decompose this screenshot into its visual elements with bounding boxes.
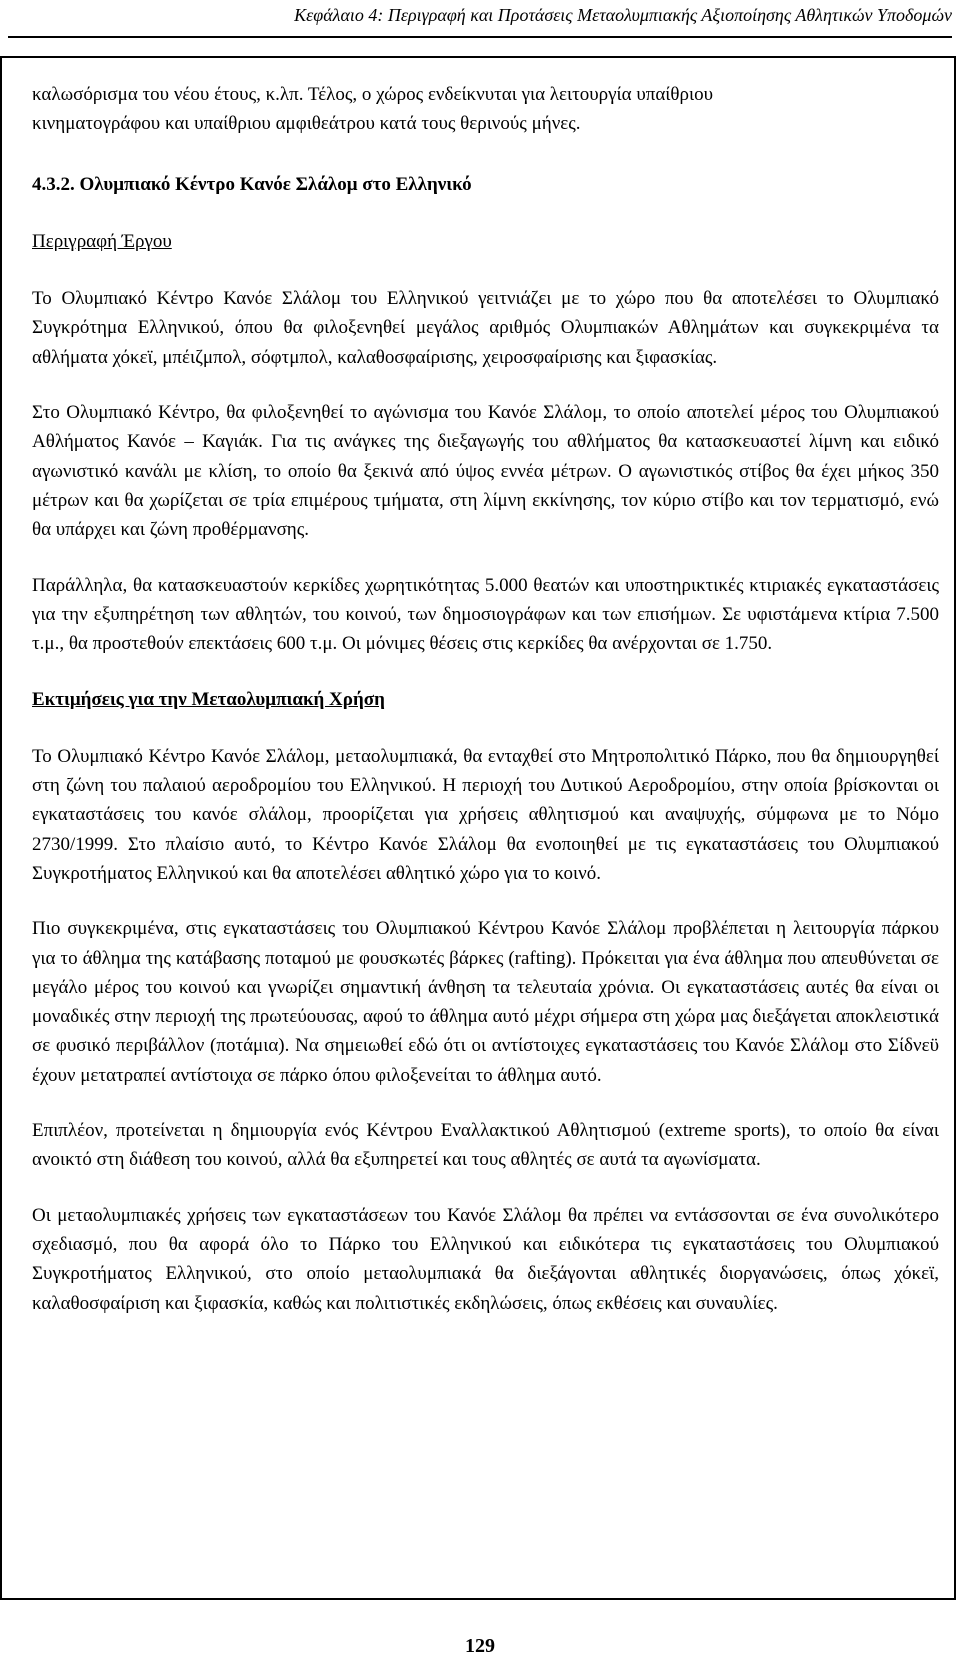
continuation-line: κινηματογράφου και υπαίθριου αμφιθεάτρου κατά τους θερινούς μήνες.	[32, 113, 581, 135]
paragraph: Παράλληλα, θα κατασκευαστούν κερκίδες χωρητικότητας 5.000 θεατών και υποστηρικτικές κτιριακές εγκαταστάσεις για την εξυπηρέτηση των αθλητών, του κοινού, των δημοσιογράφων και των επισήμων. Σε υφιστάμενα κτίρια 7.500 τ.μ., θα προστεθούν επεκτάσεις 600 τ.μ. Οι μόνιμες θέσεις στις κερκίδες θα ανέρχονται σε 1.750.	[32, 574, 939, 655]
section-heading: 4.3.2. Ολυμπιακό Κέντρο Κανόε Σλάλομ στο Ελληνικό	[32, 173, 472, 195]
page-number: 129	[465, 1635, 495, 1657]
paragraph: Το Ολυμπιακό Κέντρο Κανόε Σλάλομ του Ελληνικού γειτνιάζει με το χώρο που θα αποτελέσει το Ολυμπιακό Συγκρότημα Ελληνικού, όπου θα φιλοξενηθεί μεγάλος αριθμός Ολυμπιακών Αθλημάτων και συγκεκριμένα τα αθλήματα χόκεϊ, μπέιζμπολ, σόφτμπολ, καλαθοσφαίρισης, χειροσφαίρισης και ξιφασκίας.	[32, 288, 939, 368]
paragraph: Οι μεταολυμπιακές χρήσεις των εγκαταστάσεων του Κανόε Σλάλομ θα πρέπει να εντάσσονται σε ένα συνολικότερο σχεδιασμό, που θα αφορά όλο το Πάρκο του Ελληνικού και ειδικότερα τις εγκαταστάσεις του Ολυμπιακού Συγκροτήματος Ελληνικού, στο οποίο μεταολυμπιακά θα διεξάγονται αθλητικές διοργανώσεις, όπως χόκεϊ, καλαθοσφαίριση και ξιφασκία, καθώς και πολιτιστικές εκδηλώσεις, όπως εκθέσεις και συναυλίες.	[32, 1204, 939, 1314]
paragraph: Το Ολυμπιακό Κέντρο Κανόε Σλάλομ, μεταολυμπιακά, θα ενταχθεί στο Μητροπολιτικό Πάρκο, που θα δημιουργηθεί στη ζώνη του παλαιού αεροδρομίου του Ελληνικού. Η περιοχή του Δυτικού Αεροδρομίου, στην οποία βρίσκονται οι εγκαταστάσεις του κανόε σλάλομ, προορίζεται για χρήσεις αθλητισμού και αναψυχής, σύμφωνα με το Νόμο 2730/1999. Στο πλαίσιο αυτό, το Κέντρο Κανόε Σλάλομ θα ενοποιηθεί με τις εγκαταστάσεις του Ολυμπιακού Συγκροτήματος Ελληνικού και θα αποτελέσει αθλητικό χώρο για το κοινό.	[32, 745, 939, 884]
paragraph: Στο Ολυμπιακό Κέντρο, θα φιλοξενηθεί το αγώνισμα του Κανόε Σλάλομ, το οποίο αποτελεί μέρος του Ολυμπιακού Αθλήματος Κανόε – Καγιάκ. Για τις ανάγκες της διεξαγωγής του αθλήματος θα κατασκευαστεί λίμνη και ειδικό αγωνιστικό κανάλι με κλίση, το οποίο θα ξεκινά από ύψος εννέα μέτρων. Ο αγωνιστικός στίβος θα έχει μήκος 350 μέτρων και θα χωρίζεται σε τρία επιμέρους τμήματα, στη λίμνη εκκίνησης, τον κύριο στίβο και τον τερματισμό, ενώ θα υπάρχει και ζώνη προθέρμανσης.	[32, 402, 939, 541]
subheading-project-description: Περιγραφή Έργου	[32, 230, 172, 252]
subheading-postolympic-use: Εκτιμήσεις για την Μεταολυμπιακή Χρήση	[32, 689, 385, 711]
paragraph: Επιπλέον, προτείνεται η δημιουργία ενός Κέντρου Εναλλακτικού Αθλητισμού (extreme sports), το οποίο θα είναι ανοικτό στη διάθεση του κοινού, αλλά θα εξυπηρετεί και τους αθλητές σε αυτά τα αγωνίσματα.	[32, 1120, 939, 1171]
content-frame	[0, 56, 956, 1600]
chapter-title: Κεφάλαιο 4: Περιγραφή και Προτάσεις Μεταολυμπιακής Αξιοποίησης Αθλητικών Υποδομών	[294, 5, 952, 25]
running-header	[8, 0, 952, 38]
continuation-line: καλωσόρισμα του νέου έτους, κ.λπ. Τέλος, ο χώρος ενδείκνυται για λειτουργία υπαίθριου	[32, 84, 713, 105]
paragraph: Πιο συγκεκριμένα, στις εγκαταστάσεις του Ολυμπιακού Κέντρου Κανόε Σλάλομ προβλέπεται η λειτουργία πάρκου για το άθλημα της κατάβασης ποταμού με φουσκωτές βάρκες (rafting). Πρόκειται για ένα άθλημα που απευθύνεται σε μεγάλο μέρος του κοινού και γνωρίζει σημαντική άνθηση τα τελευταία χρόνια. Οι εγκαταστάσεις αυτές θα είναι οι μοναδικές στην περιοχή της πρωτεύουσας, αφού το άθλημα αυτό μέχρι σήμερα στη χώρα μας διεξάγεται αποκλειστικά σε φυσικό περιβάλλον (ποτάμια). Να σημειωθεί εδώ ότι οι αντίστοιχες εγκαταστάσεις του Κανόε Σλάλομ στο Σίδνεϋ έχουν μετατραπεί αντίστοιχα σε πάρκο όπου φιλοξενείται το άθλημα αυτό.	[32, 918, 939, 1086]
